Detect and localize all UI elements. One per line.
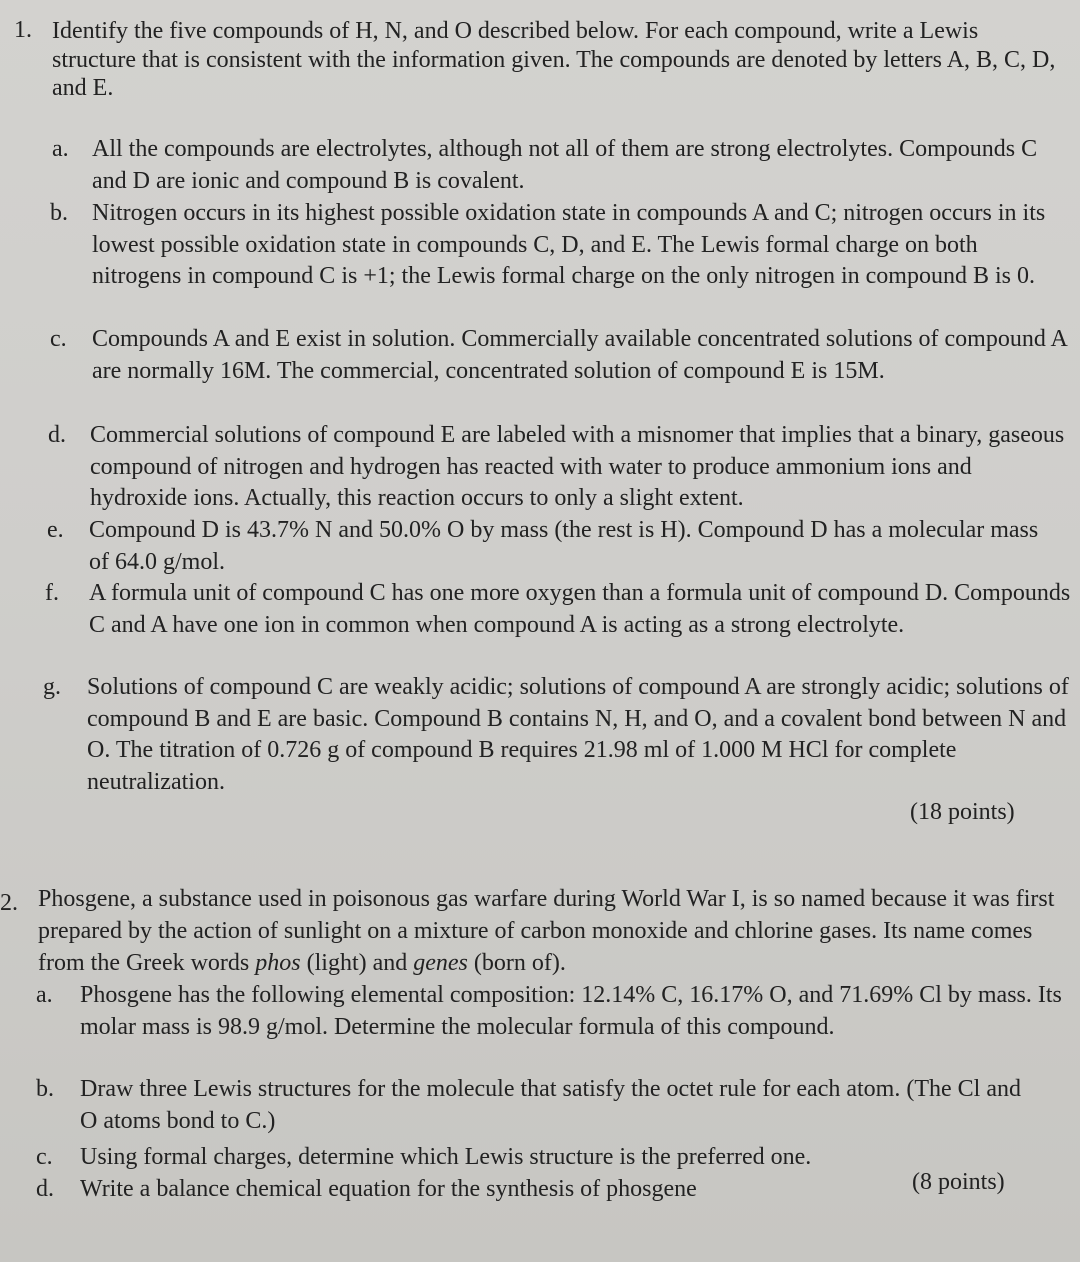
q1-item-d-text: Commercial solutions of compound E are labeled with a misnomer that implies that a binary, gaseous compound of nitrogen and hydrogen has reacted with water to produce ammonium ions and hydroxide ions. Actually, this reaction occurs to only a slight extent.: [90, 422, 1065, 511]
q1-item-a-text: All the compounds are electrolytes, although not all of them are strong electrolytes. Compounds C and D are ionic and compound B is covalent.: [92, 136, 1038, 194]
q1-item-c-text: Compounds A and E exist in solution. Commercially available concentrated solutions of compound A are normally 16M. The commercial, concentrated solution of compound E is 15M.: [92, 326, 1067, 384]
q2-item-b-letter: b.: [36, 1076, 54, 1102]
question-2-intro-part-2: (light) and: [300, 950, 414, 976]
question-1-number: 1.: [14, 17, 32, 43]
question-2-points: (8 points): [912, 1169, 1005, 1195]
question-2-number: 2.: [0, 890, 18, 916]
q1-item-b-text: Nitrogen occurs in its highest possible oxidation state in compounds A and C; nitrogen occurs in its lowest possible oxidation state in compounds C, D, and E. The Lewis formal charge on both nitrogens in compound C is +1; the Lewis formal charge on the only nitrogen in compound B is 0.: [92, 200, 1046, 289]
q2-item-c-text: Using formal charges, determine which Lewis structure is the preferred one.: [80, 1144, 812, 1170]
q2-item-a-text: Phosgene has the following elemental composition: 12.14% C, 16.17% O, and 71.69% Cl by mass. Its molar mass is 98.9 g/mol. Determine the molecular formula of this compound.: [80, 982, 1062, 1040]
q2-item-d-letter: d.: [36, 1176, 54, 1202]
q2-item-c-letter: c.: [36, 1144, 53, 1170]
question-1-intro: Identify the five compounds of H, N, and O described below. For each compound, write a Lewis structure that is consistent with the information given. The compounds are denoted by letters A, B, C, D, and E.: [52, 18, 1056, 101]
q2-item-a-letter: a.: [36, 982, 53, 1008]
greek-word-genes: genes: [413, 950, 468, 976]
q1-item-a-letter: a.: [52, 136, 69, 162]
q1-item-e-letter: e.: [47, 517, 64, 543]
q1-item-f-text: A formula unit of compound C has one more oxygen than a formula unit of compound D. Compounds C and A have one ion in common when compound A is acting as a strong electrolyte.: [89, 580, 1071, 638]
q1-item-d-letter: d.: [48, 422, 66, 448]
greek-word-phos: phos: [255, 950, 301, 976]
question-2-intro-part-3: (born of).: [467, 950, 566, 976]
q1-item-f-letter: f.: [45, 580, 59, 606]
q1-item-c-letter: c.: [50, 326, 67, 352]
q2-item-b-text: Draw three Lewis structures for the molecule that satisfy the octet rule for each atom. (The Cl and O atoms bond to C.): [80, 1076, 1021, 1134]
question-2-intro-part-1: Phosgene, a substance used in poisonous gas warfare during World War I, is so named because it was first prepared by the action of sunlight on a mixture of carbon monoxide and chlorine gases. Its name comes from the Greek words: [38, 886, 1055, 976]
q2-item-d-text: Write a balance chemical equation for the synthesis of phosgene: [80, 1176, 697, 1202]
q1-item-g-text: Solutions of compound C are weakly acidic; solutions of compound A are strongly acidic; solutions of compound B and E are basic. Compound B contains N, H, and O, and a covalent bond between N and O. The titration of 0.726 g of compound B requires 21.98 ml of 1.000 M HCl for complete neutralization.: [87, 674, 1069, 795]
q1-item-g-letter: g.: [43, 674, 61, 700]
question-1-points: (18 points): [910, 799, 1015, 825]
q1-item-e-text: Compound D is 43.7% N and 50.0% O by mass (the rest is H). Compound D has a molecular mass of 64.0 g/mol.: [89, 517, 1039, 575]
question-2-intro: [38, 883, 1068, 979]
q1-item-b-letter: b.: [50, 200, 68, 226]
